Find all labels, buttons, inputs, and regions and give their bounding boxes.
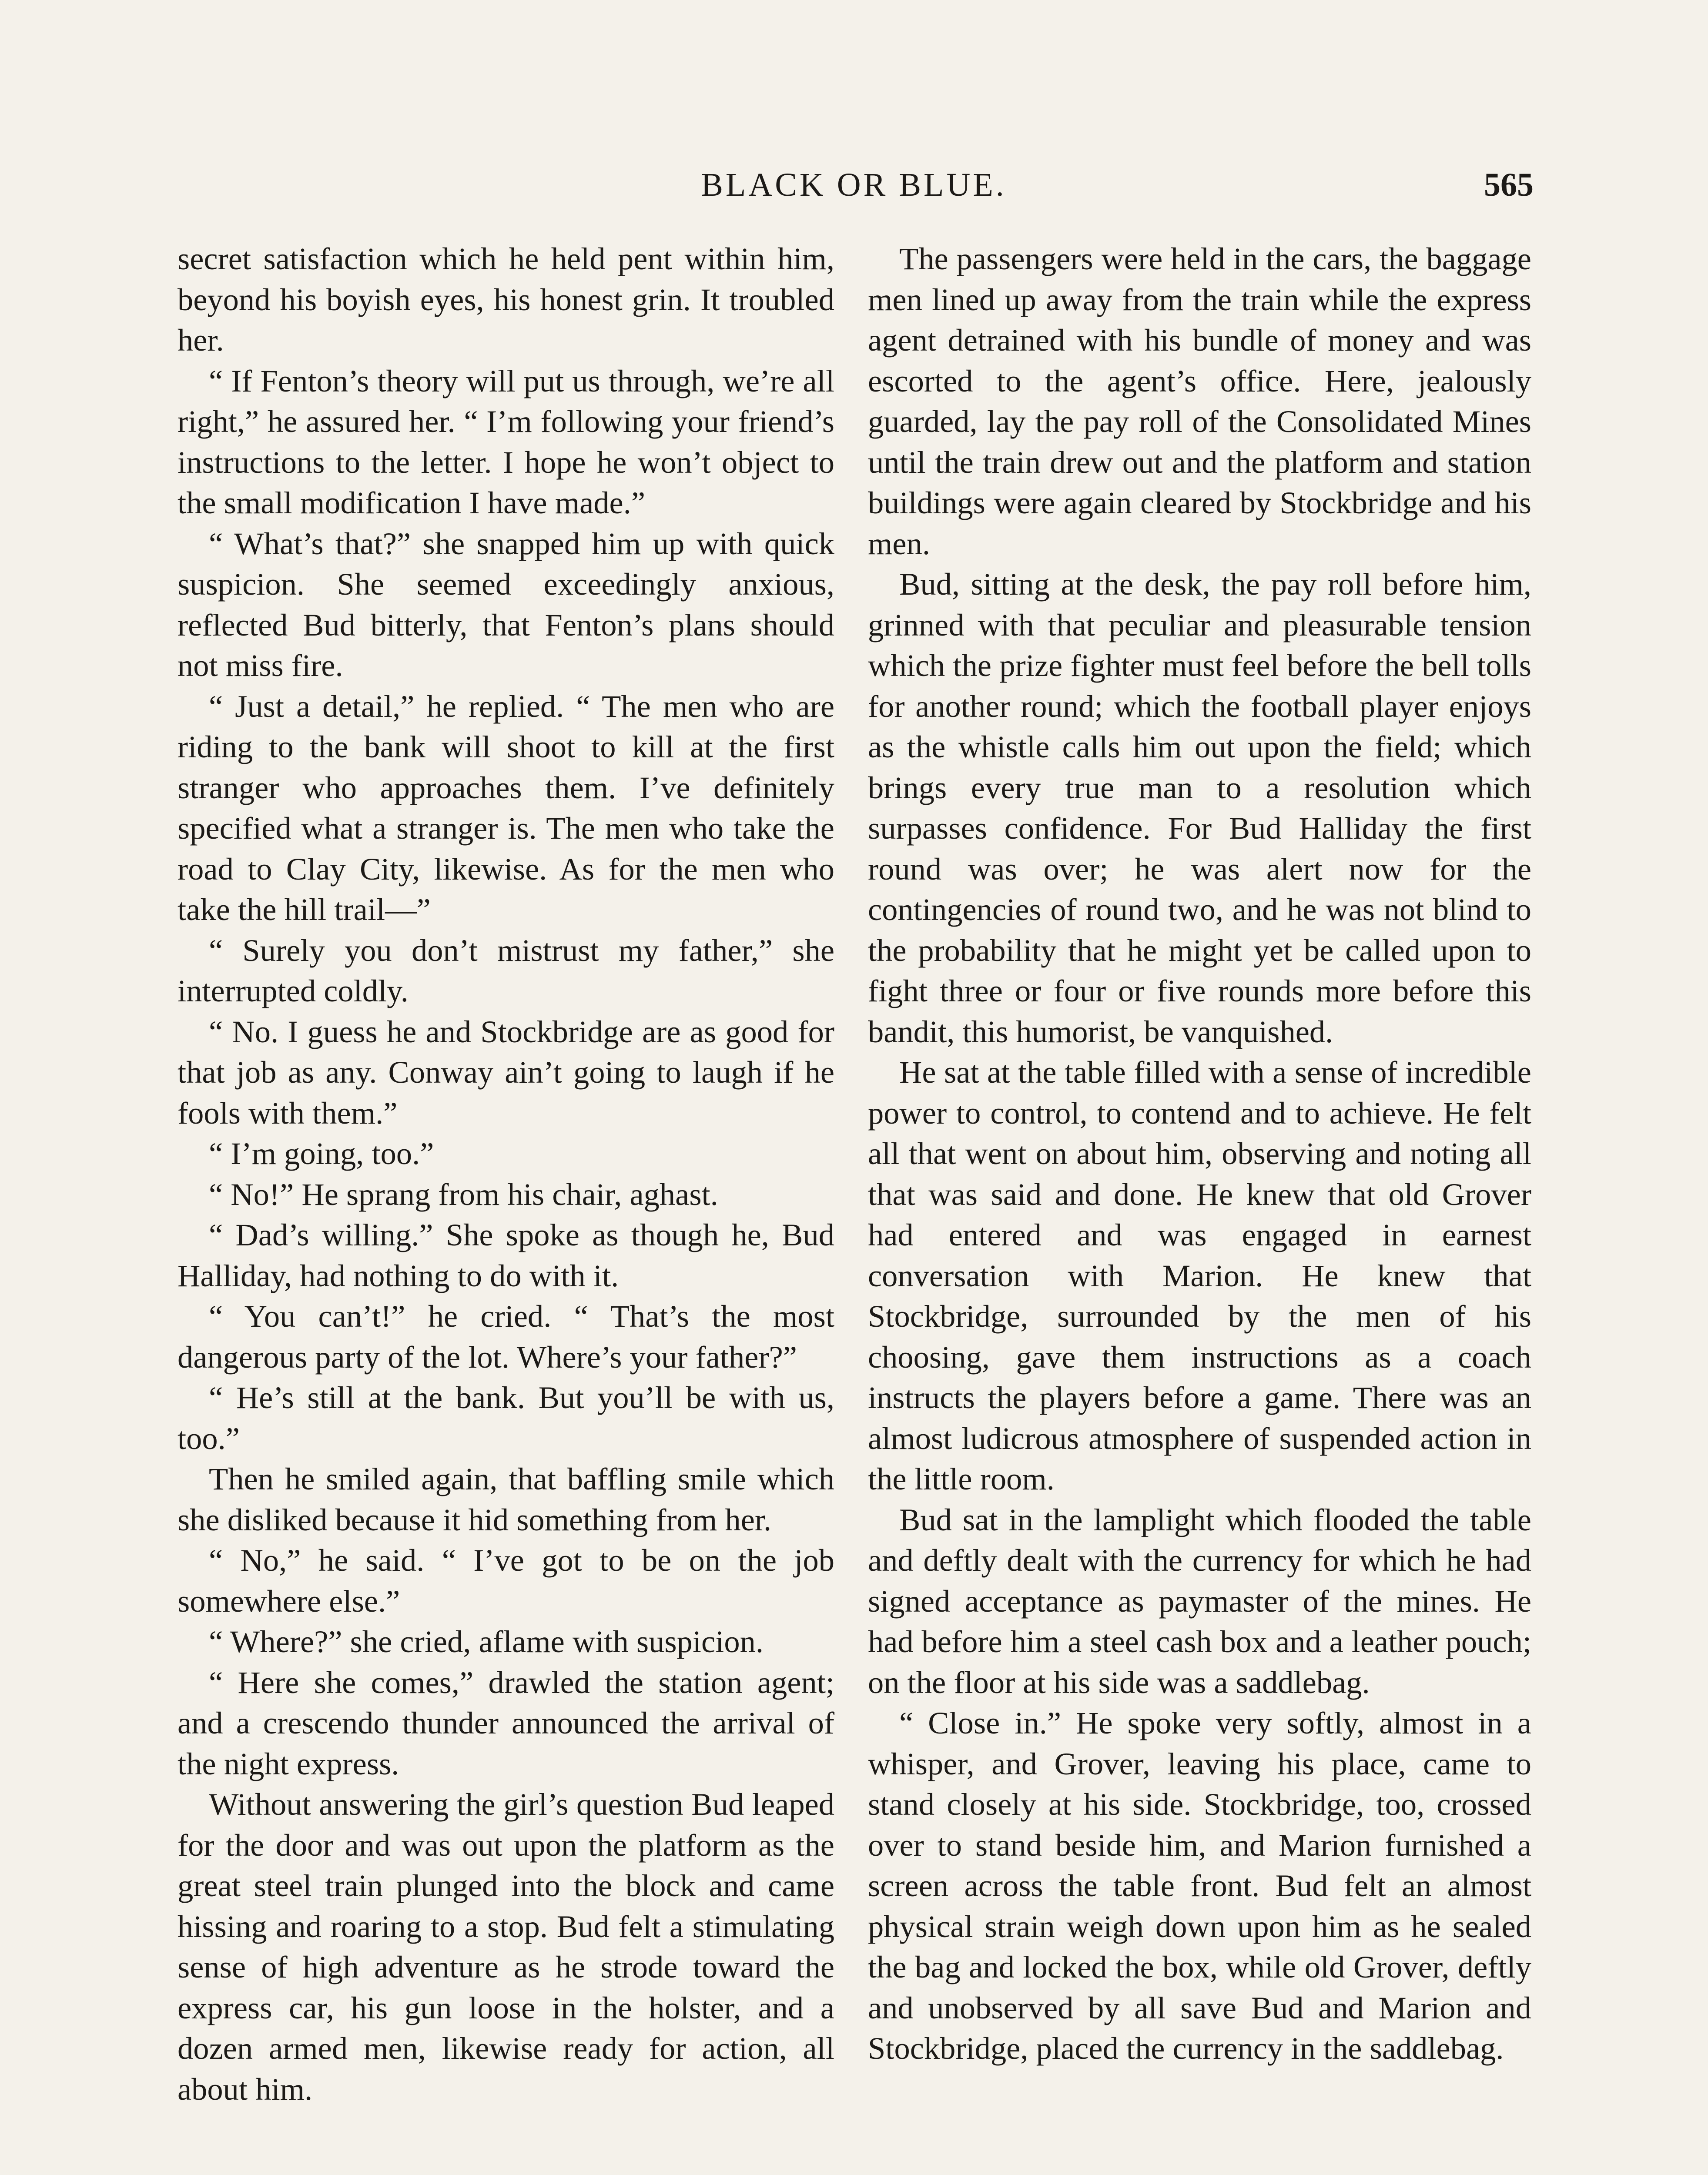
paragraph: “ Where?” she cried, aflame with suspicion.	[209, 1624, 764, 1659]
paragraph: “ No!” He sprang from his chair, aghast.	[209, 1176, 718, 1212]
paragraph: “ Surely you don’t mistrust my father,” she interrupted coldly.	[177, 932, 834, 1008]
paragraph: “ You can’t!” he cried. “ That’s the most dangerous party of the lot. Where’s your father?”	[177, 1298, 834, 1375]
running-title: BLACK OR BLUE.	[701, 167, 1007, 203]
left-column	[177, 238, 834, 2109]
paragraph: He sat at the table filled with a sense of incredible power to control, to contend and to achieve. He felt all that went on about him, observing and noting all that was said and done. He knew that old Grover had entered and was engaged in earnest conversation with Marion. He knew that Stockbridge, surrounded by the men of his choosing, gave them instructions as a coach instructs the players before a game. There was an almost ludicrous atmosphere of suspended action in the little room.	[868, 1054, 1531, 1496]
paragraph: Then he smiled again, that baffling smile which she disliked because it hid something from her.	[177, 1461, 834, 1537]
page-number: 565	[1484, 167, 1534, 203]
paragraph: “ What’s that?” she snapped him up with quick suspicion. She seemed exceedingly anxious, reflected Bud bitterly, that Fenton’s plans should not miss fire.	[177, 525, 834, 683]
paragraph: “ I’m going, too.”	[209, 1136, 434, 1171]
paragraph: “ No. I guess he and Stockbridge are as good for that job as any. Conway ain’t going to laugh if he fools with them.”	[177, 1014, 834, 1131]
paragraph: “ Close in.” He spoke very softly, almost in a whisper, and Grover, leaving his place, came to stand closely at his side. Stockbridge, too, crossed over to stand beside him, and Marion furnished a screen across the table front. Bud felt an almost physical strain weigh down upon him as he sealed the bag and locked the box, while old Grover, deftly and unobserved by all save Bud and Marion and Stockbridge, placed the currency in the saddlebag.	[868, 1705, 1531, 2066]
paragraph: “ Dad’s willing.” She spoke as though he, Bud Halliday, had nothing to do with it.	[177, 1217, 834, 1293]
paragraph: “ Here she comes,” drawled the station agent; and a crescendo thunder announced the arrival of the night express.	[177, 1664, 834, 1781]
right-column	[868, 238, 1531, 2069]
paragraph: “ No,” he said. “ I’ve got to be on the job somewhere else.”	[177, 1543, 834, 1619]
paragraph: Bud sat in the lamplight which flooded the table and deftly dealt with the currency for which he had signed acceptance as paymaster of the mines. He had before him a steel cash box and a leather pouch; on the floor at his side was a saddlebag.	[868, 1502, 1531, 1700]
running-head	[174, 161, 1534, 209]
paragraph: “ He’s still at the bank. But you’ll be with us, too.”	[177, 1380, 834, 1456]
paragraph: The passengers were held in the cars, the baggage men lined up away from the train while the express agent detrained with his bundle of money and was escorted to the agent’s office. Here, jealously guarded, lay the pay roll of the Consolidated Mines until the train drew out and the platform and station buildings were again cleared by Stockbridge and his men.	[868, 241, 1531, 561]
paragraph: secret satisfaction which he held pent within him, beyond his boyish eyes, his honest grin. It troubled her.	[177, 241, 834, 358]
paragraph: Without answering the girl’s question Bud leaped for the door and was out upon the platform as the great steel train plunged into the block and came hissing and roaring to a stop. Bud felt a stimulating sense of high adventure as he strode toward the express car, his gun loose in the holster, and a dozen armed men, likewise ready for action, all about him.	[177, 1787, 834, 2107]
paragraph: Bud, sitting at the desk, the pay roll before him, grinned with that peculiar and pleasurable tension which the prize fighter must feel before the bell tolls for another round; which the football player enjoys as the whistle calls him out upon the field; which brings every true man to a resolution which surpasses confidence. For Bud Halliday the first round was over; he was alert now for the contingencies of round two, and he was not blind to the probability that he might yet be called upon to fight three or four or five rounds more before this bandit, this humorist, be vanquished.	[868, 566, 1531, 1049]
paragraph: “ Just a detail,” he replied. “ The men who are riding to the bank will shoot to kill at the first stranger who approaches them. I’ve definitely specified what a stranger is. The men who take the road to Clay City, likewise. As for the men who take the hill trail—”	[177, 688, 834, 927]
paragraph: “ If Fenton’s theory will put us through, we’re all right,” he assured her. “ I’m following your friend’s instructions to the letter. I hope he won’t object to the small modification I have made.”	[177, 363, 834, 520]
